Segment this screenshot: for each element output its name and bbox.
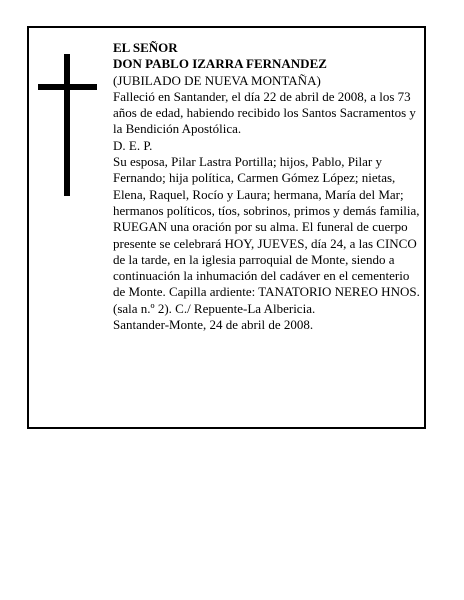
place-date: Santander-Monte, 24 de abril de 2008. xyxy=(113,317,314,333)
cross-horizontal-bar xyxy=(38,84,97,90)
cross-vertical-bar xyxy=(64,54,70,196)
deceased-name: DON PABLO IZARRA FERNANDEZ xyxy=(113,56,327,72)
death-announcement: Falleció en Santander, el día 22 de abril de 2008, a los 73 años de edad, habiendo recibido los Santos Sacramentos y la Bendición Apostólica. xyxy=(113,88,416,137)
heading-title: EL SEÑOR xyxy=(113,40,178,55)
family-members: Su esposa, Pilar Lastra Portilla; hijos, Pablo, Pilar y Fernando; hija política, Carmen Gómez López; nietas, Elena, Raquel, Rocío y Laura; hermana, María del Mar; hermanos políticos, tíos, sobrinos, primos y demás familia, xyxy=(113,154,420,218)
funeral-details: RUEGAN una oración por su alma. El funeral de cuerpo presente se celebrará HOY, JUEVES, día 24, a las CINCO de la tarde, en la iglesia parroquial de Monte, siendo a continuación la inhumación del cadáver en el cementerio de Monte. Capilla ardiente: TANATORIO NEREO HNOS. (sala n.º 2). C./ Repuente-La Albericia. xyxy=(113,219,420,316)
deceased-occupation: (JUBILADO DE NUEVA MONTAÑA) xyxy=(113,72,321,88)
obituary-text xyxy=(113,40,423,333)
rip-line: D. E. P. xyxy=(113,137,153,153)
